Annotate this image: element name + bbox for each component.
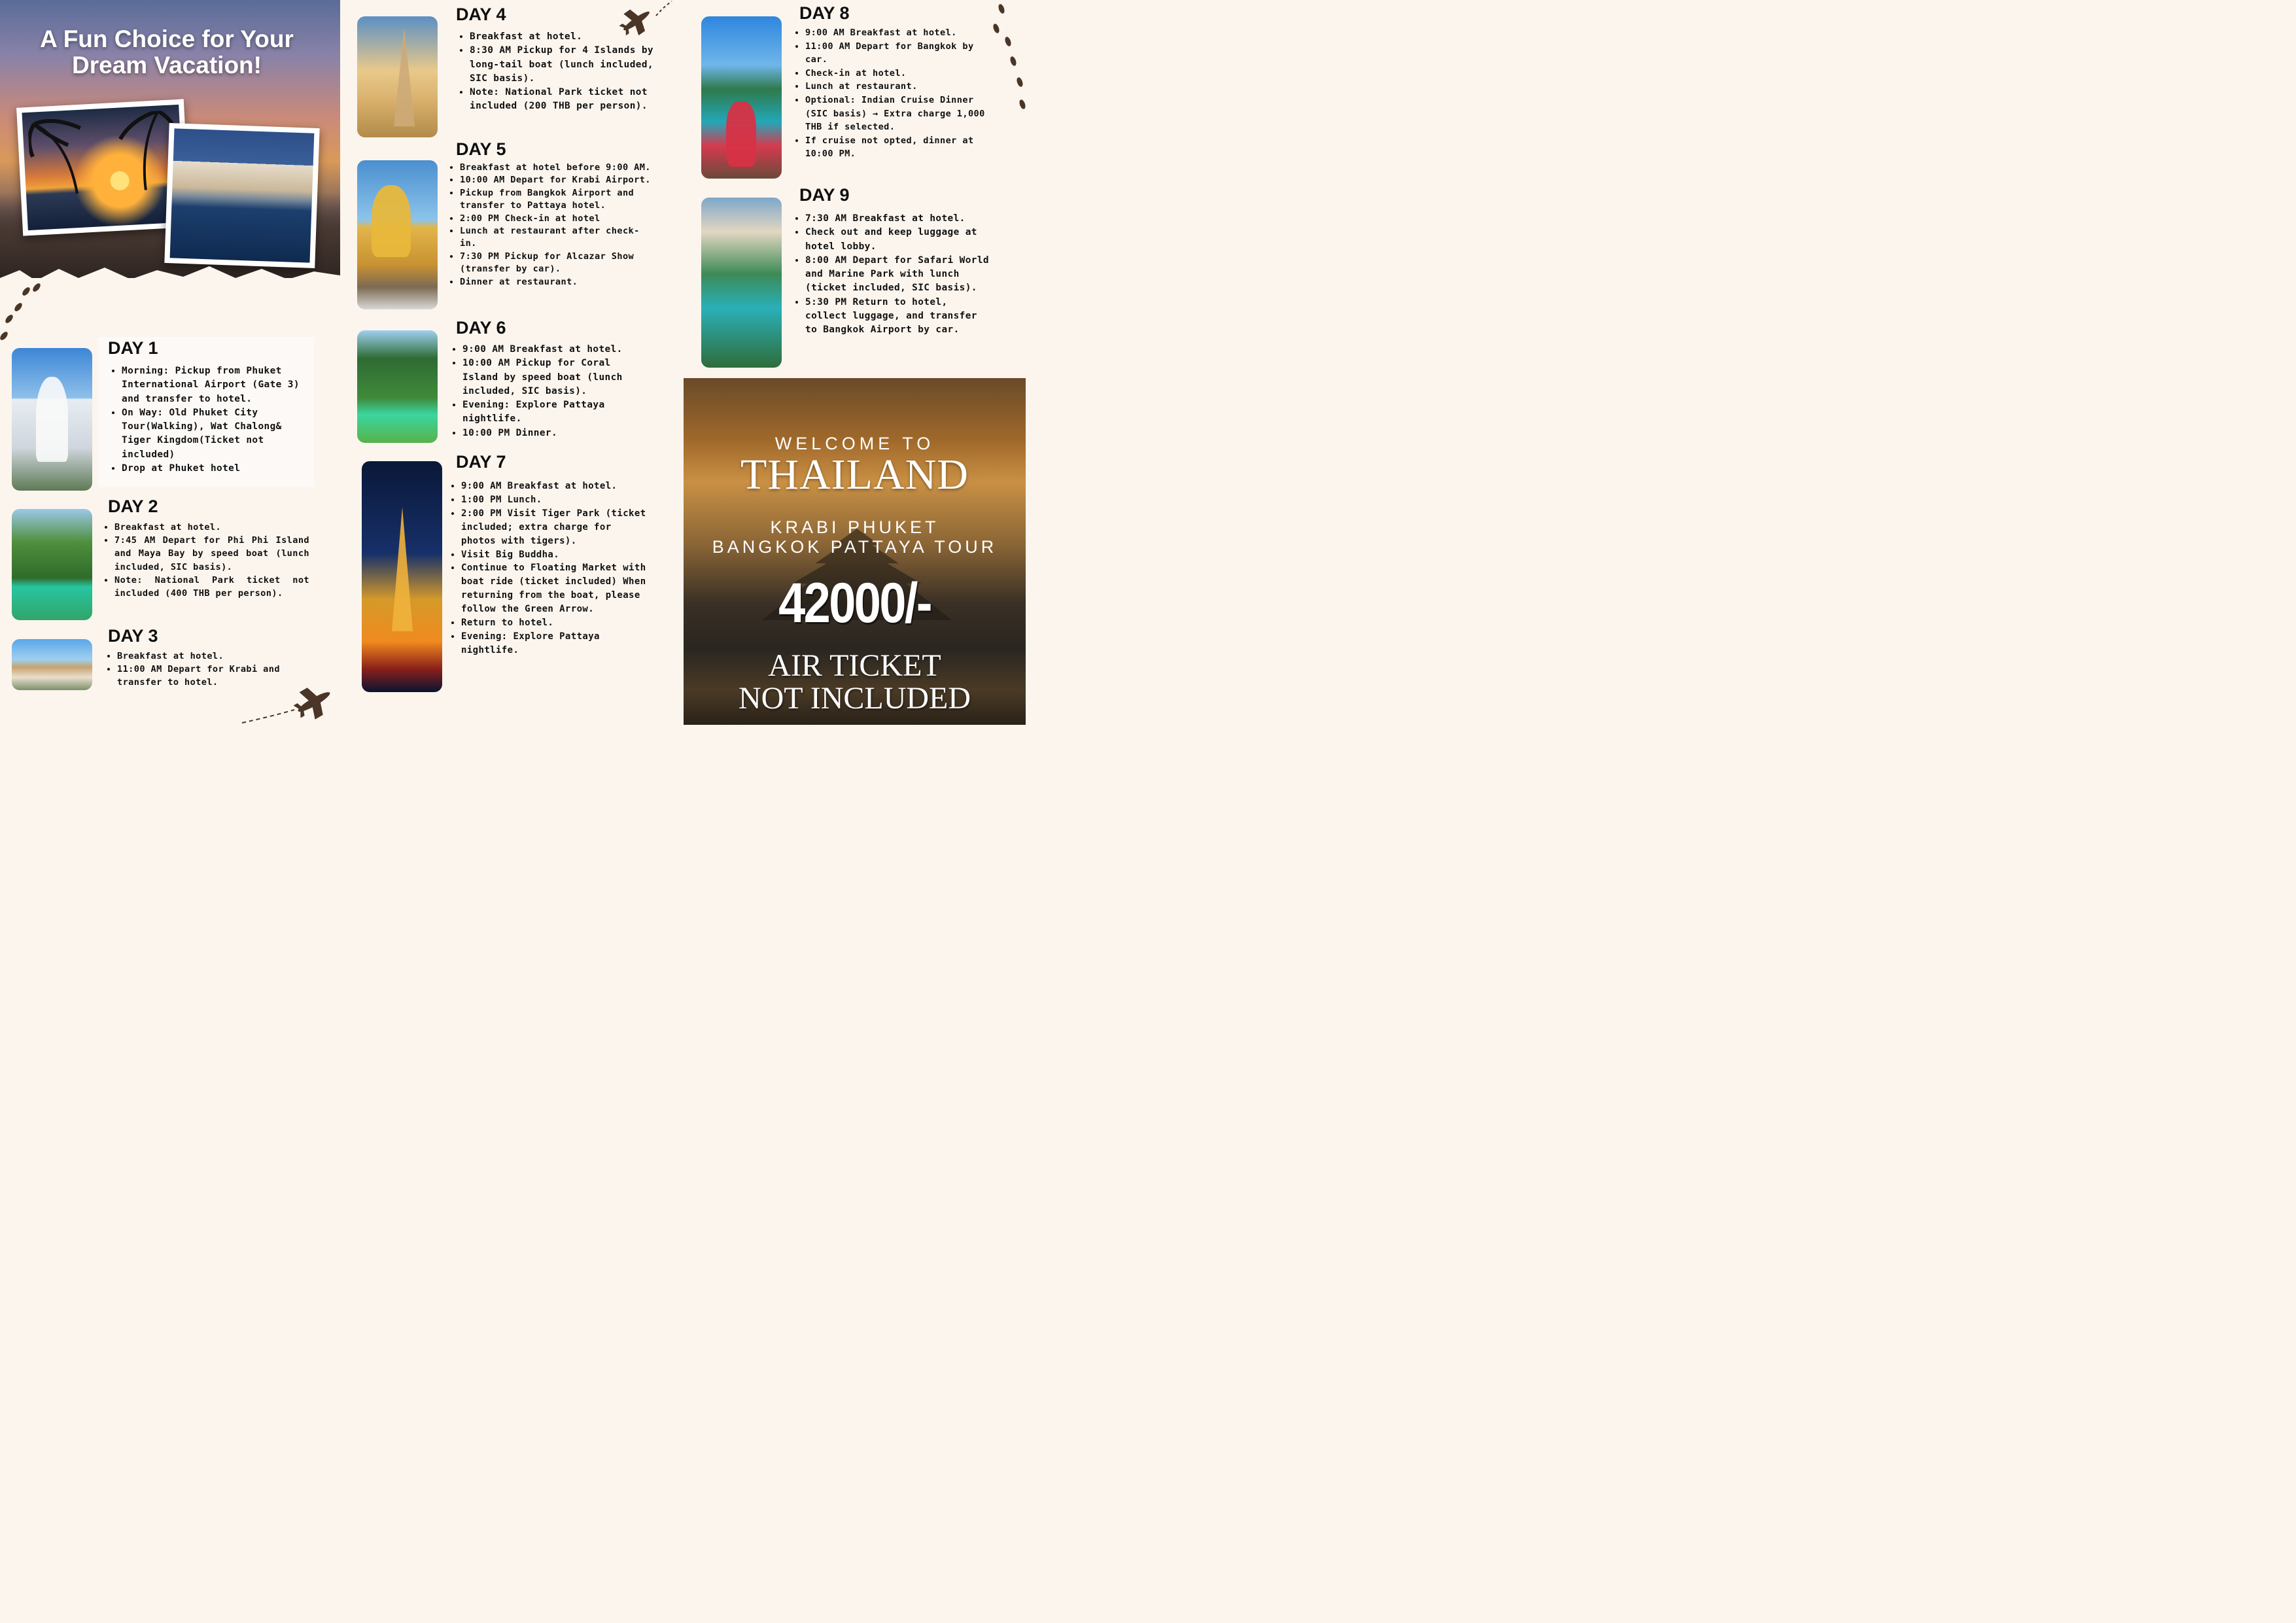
- day2-section: [108, 497, 309, 600]
- day9-photo: [701, 198, 782, 368]
- hero-title: [13, 26, 321, 79]
- list-item: • 11:00 AM Depart for Krabi and transfer to hotel.: [117, 663, 311, 689]
- day7-photo: [362, 461, 442, 692]
- footprints-icon: [0, 281, 52, 347]
- list-item: • Evening: Explore Pattaya nightlife.: [461, 630, 649, 657]
- day1-section: [108, 338, 311, 476]
- list-item: • 8:00 AM Depart for Safari World and Marine Park with lunch (ticket included, SIC basis).: [805, 254, 989, 296]
- day3-photo: [12, 639, 92, 690]
- day-title: DAY 3: [108, 626, 158, 646]
- day3-itinerary: [108, 650, 311, 689]
- woman-red-dress: [726, 101, 756, 167]
- day-title: DAY 7: [456, 452, 506, 472]
- promo-note-line2: NOT INCLUDED: [738, 681, 971, 716]
- list-item: • Check-in at hotel.: [805, 67, 989, 80]
- day4-section: [456, 5, 659, 114]
- list-item: • Breakfast at hotel.: [470, 30, 659, 44]
- day4-photo: [357, 16, 438, 137]
- day1-photo: [12, 348, 92, 491]
- day8-photo: [701, 16, 782, 179]
- list-item: • Optional: Indian Cruise Dinner (SIC basis) → Extra charge 1,000 THB if selected.: [805, 94, 989, 134]
- day-title: DAY 8: [799, 3, 850, 23]
- list-item: • Breakfast at hotel.: [114, 521, 309, 534]
- promo-route-line1: KRABI PHUKET: [770, 517, 939, 537]
- list-item: • Breakfast at hotel.: [117, 650, 311, 663]
- list-item: • Dinner at restaurant.: [460, 276, 655, 288]
- list-item: • 7:45 AM Depart for Phi Phi Island and Maya Bay by speed boat (lunch included, SIC basis).: [114, 534, 309, 574]
- airplane-icon: [239, 684, 343, 725]
- day9-itinerary: [799, 212, 989, 338]
- day2-photo: [12, 509, 92, 620]
- list-item: • Note: National Park ticket not included (400 THB per person).: [114, 574, 309, 600]
- palm-tree-icon: [27, 110, 182, 196]
- day4-itinerary: [456, 30, 659, 114]
- list-item: • Check out and keep luggage at hotel lobby.: [805, 226, 989, 254]
- list-item: • Pickup from Bangkok Airport and transfer to Pattaya hotel.: [460, 187, 655, 213]
- list-item: • If cruise not opted, dinner at 10:00 PM.: [805, 134, 989, 161]
- day6-section: [456, 318, 652, 440]
- day1-itinerary: [108, 364, 311, 476]
- day-title: DAY 6: [456, 318, 506, 338]
- list-item: • 10:00 AM Pickup for Coral Island by speed boat (lunch included, SIC basis).: [462, 357, 652, 398]
- day5-photo: [357, 160, 438, 309]
- list-item: • Lunch at restaurant.: [805, 80, 989, 94]
- list-item: • 2:00 PM Check-in at hotel: [460, 213, 655, 225]
- promo-country: THAILAND: [740, 451, 969, 498]
- day9-section: [799, 185, 989, 338]
- list-item: • 5:30 PM Return to hotel, collect luggage, and transfer to Bangkok Airport by car.: [805, 296, 989, 338]
- list-item: • 7:30 PM Pickup for Alcazar Show (transfer by car).: [460, 251, 655, 276]
- golden-buddha-statue: [372, 185, 411, 257]
- promo-price: 42000/-: [778, 572, 931, 635]
- list-item: • 9:00 AM Breakfast at hotel.: [462, 343, 652, 357]
- day-title: DAY 9: [799, 185, 850, 205]
- list-item: • Morning: Pickup from Phuket International Airport (Gate 3) and transfer to hotel.: [122, 364, 311, 406]
- day7-itinerary: [456, 480, 649, 657]
- day2-itinerary: [108, 521, 309, 600]
- list-item: • 11:00 AM Depart for Bangkok by car.: [805, 40, 989, 67]
- day-title: DAY 2: [108, 497, 158, 516]
- harbor-photo-frame: [164, 123, 319, 268]
- sunset-beach-photo: [22, 105, 184, 230]
- day5-section: [456, 139, 655, 288]
- buddha-statue: [36, 377, 68, 462]
- list-item: • 8:30 AM Pickup for 4 Islands by long-tail boat (lunch included, SIC basis).: [470, 44, 659, 86]
- promo-note-line1: AIR TICKET: [768, 648, 941, 683]
- list-item: • Drop at Phuket hotel: [122, 462, 311, 476]
- day6-itinerary: [456, 343, 652, 440]
- temple-spire-lit: [392, 507, 413, 631]
- hero-title-line1: A Fun Choice for Your: [40, 26, 294, 52]
- list-item: • 1:00 PM Lunch.: [461, 493, 649, 507]
- temple-spire: [394, 28, 415, 126]
- list-item: • 7:30 AM Breakfast at hotel.: [805, 212, 989, 226]
- day7-section: [456, 452, 649, 657]
- list-item: • 10:00 PM Dinner.: [462, 427, 652, 440]
- harbor-town-photo: [170, 128, 315, 262]
- list-item: • Continue to Floating Market with boat ride (ticket included) When returning from the boat, please follow the Green Arrow.: [461, 561, 649, 616]
- day-title: DAY 5: [456, 139, 506, 159]
- sunset-photo-frame: [16, 99, 190, 236]
- list-item: • Breakfast at hotel before 9:00 AM.: [460, 162, 655, 174]
- list-item: • Evening: Explore Pattaya nightlife.: [462, 398, 652, 427]
- list-item: • 10:00 AM Depart for Krabi Airport.: [460, 174, 655, 186]
- footprints-icon: [991, 0, 1026, 124]
- list-item: • Note: National Park ticket not included (200 THB per person).: [470, 86, 659, 114]
- list-item: • Return to hotel.: [461, 616, 649, 630]
- day8-itinerary: [799, 26, 989, 161]
- list-item: • On Way: Old Phuket City Tour(Walking), Wat Chalong& Tiger Kingdom(Ticket not included): [122, 406, 311, 462]
- hero-panel: [0, 0, 340, 278]
- day3-section: [108, 626, 311, 689]
- day8-section: [799, 3, 989, 161]
- list-item: • 9:00 AM Breakfast at hotel.: [805, 26, 989, 40]
- day-title: DAY 1: [108, 338, 158, 358]
- list-item: • Lunch at restaurant after check-in.: [460, 225, 655, 251]
- hero-title-line2: Dream Vacation!: [72, 52, 262, 79]
- day6-photo: [357, 330, 438, 443]
- day-title: DAY 4: [456, 5, 506, 24]
- list-item: • 2:00 PM Visit Tiger Park (ticket included; extra charge for photos with tigers).: [461, 507, 649, 548]
- promo-route-line2: BANGKOK PATTAYA TOUR: [712, 537, 998, 557]
- list-item: • 9:00 AM Breakfast at hotel.: [461, 480, 649, 493]
- list-item: • Visit Big Buddha.: [461, 548, 649, 562]
- day5-itinerary: [456, 162, 655, 288]
- promo-panel: [684, 378, 1026, 725]
- promo-welcome: WELCOME TO: [774, 434, 935, 453]
